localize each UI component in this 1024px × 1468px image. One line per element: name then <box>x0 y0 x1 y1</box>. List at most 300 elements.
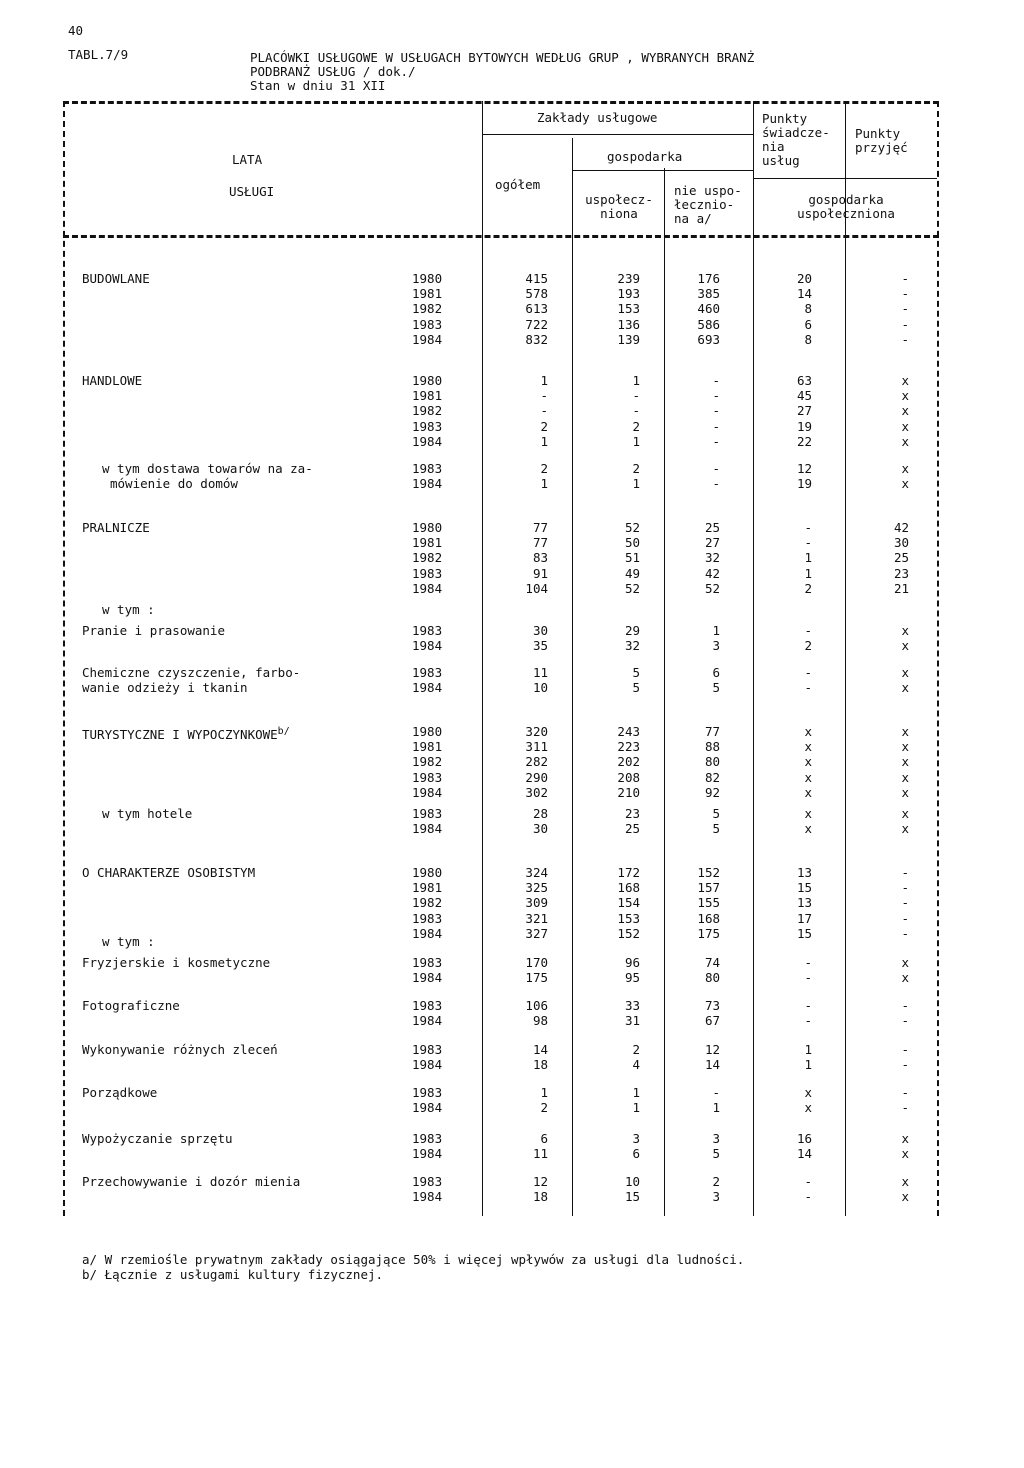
header-punkty-przyjec <box>855 127 908 155</box>
nieuspol-cell: - <box>712 1085 720 1100</box>
year-cell: 1983 <box>412 565 443 581</box>
ogolem-cell: 28 <box>532 806 548 821</box>
year-cell: 1984 <box>412 1057 443 1073</box>
year-cell: 1984 <box>412 331 443 347</box>
ogolem-cell: 77 <box>532 520 548 535</box>
uspol-cell: 31 <box>624 1013 640 1029</box>
year-cell: 1983 <box>412 665 443 680</box>
uspol-cell: 25 <box>624 821 640 837</box>
ogolem-cell: 18 <box>532 1057 548 1073</box>
year-cell: 1982 <box>412 301 443 317</box>
header-przyjec-line1: Punkty <box>855 126 901 141</box>
przyjec-cell: - <box>901 331 909 347</box>
punkty-cell: 2 <box>804 638 812 654</box>
header-punkty-swiadczenia <box>762 112 830 168</box>
header-gosp-uspol-line2: uspołeczniona <box>797 206 895 221</box>
punkty-cell: 6 <box>804 316 812 332</box>
ogolem-cell: 1 <box>540 476 548 492</box>
section-label-footnote-mark: b/ <box>277 726 290 737</box>
ogolem-cell: 104 <box>525 580 548 596</box>
przyjec-cell: - <box>901 1057 909 1073</box>
nieuspol-cell: 14 <box>704 1057 720 1073</box>
nieuspol-cell: 157 <box>697 880 720 896</box>
ogolem-cell: 1 <box>540 433 548 449</box>
uspol-cell: 2 <box>632 1042 640 1057</box>
year-cell: 1982 <box>412 754 443 770</box>
punkty-cell: - <box>804 665 812 680</box>
punkty-cell: - <box>804 1013 812 1029</box>
table-label: TABL.7/9 <box>68 47 129 62</box>
table-title-line1: PLACÓWKI USŁUGOWE W USŁUGACH BYTOWYCH WEDŁUG GRUP , WYBRANYCH BRANŻ <box>250 50 755 65</box>
ogolem-cell: 832 <box>525 331 548 347</box>
nieuspol-cell: 176 <box>697 271 720 286</box>
punkty-cell: - <box>804 680 812 696</box>
ogolem-cell: 30 <box>532 821 548 837</box>
section-label: Pranie i prasowanie <box>82 623 225 638</box>
nieuspol-cell: 42 <box>704 565 720 581</box>
nieuspol-cell: 67 <box>704 1013 720 1029</box>
przyjec-cell: - <box>901 286 909 302</box>
punkty-cell: x <box>804 724 812 739</box>
przyjec-cell: 23 <box>893 565 909 581</box>
punkty-cell: 1 <box>804 1042 812 1057</box>
punkty-cell: 27 <box>796 403 812 419</box>
header-ogolem: ogółem <box>495 177 541 192</box>
przyjec-cell: x <box>901 433 909 449</box>
header-gospodarka: gospodarka <box>607 149 683 164</box>
uspol-cell: 1 <box>632 433 640 449</box>
ogolem-cell: 18 <box>532 1189 548 1205</box>
uspol-cell: 223 <box>617 739 640 755</box>
nieuspol-cell: 385 <box>697 286 720 302</box>
year-cell: 1983 <box>412 769 443 785</box>
table-top-border <box>63 101 939 104</box>
year-cell: 1984 <box>412 970 443 986</box>
punkty-cell: 20 <box>796 271 812 286</box>
section-label: Przechowywanie i dozór mienia <box>82 1174 301 1189</box>
ogolem-cell: 12 <box>532 1174 548 1189</box>
year-cell: 1981 <box>412 739 443 755</box>
ogolem-cell: 6 <box>540 1131 548 1146</box>
uspol-cell: 95 <box>624 970 640 986</box>
year-cell: 1982 <box>412 403 443 419</box>
punkty-cell: 2 <box>804 580 812 596</box>
table-left-border <box>63 101 65 1216</box>
ogolem-cell: 11 <box>532 665 548 680</box>
przyjec-cell: x <box>901 739 909 755</box>
uspol-cell: 49 <box>624 565 640 581</box>
ogolem-cell: 2 <box>540 1100 548 1116</box>
uspol-cell: 168 <box>617 880 640 896</box>
uspol-cell: 52 <box>624 520 640 535</box>
nieuspol-cell: 73 <box>704 998 720 1013</box>
year-cell: 1980 <box>412 865 443 880</box>
year-cell: 1983 <box>412 806 443 821</box>
nieuspol-cell: 80 <box>704 970 720 986</box>
section-label: Fryzjerskie i kosmetyczne <box>82 955 271 970</box>
year-cell: 1984 <box>412 1013 443 1029</box>
punkty-cell: 1 <box>804 1057 812 1073</box>
year-cell: 1984 <box>412 433 443 449</box>
ogolem-cell: 1 <box>540 373 548 388</box>
przyjec-cell: x <box>901 1131 909 1146</box>
uspol-cell: 5 <box>632 665 640 680</box>
ogolem-cell: 321 <box>525 910 548 926</box>
uspol-cell: 2 <box>632 418 640 434</box>
uspol-cell: - <box>632 388 640 404</box>
nieuspol-cell: 152 <box>697 865 720 880</box>
header-line-zaklady <box>482 134 753 135</box>
przyjec-cell: - <box>901 880 909 896</box>
nieuspol-cell: 52 <box>704 580 720 596</box>
punkty-cell: 8 <box>804 301 812 317</box>
nieuspol-cell: 168 <box>697 910 720 926</box>
nieuspol-cell: 12 <box>704 1042 720 1057</box>
przyjec-cell: x <box>901 418 909 434</box>
nieuspol-cell: 693 <box>697 331 720 347</box>
ogolem-cell: 10 <box>532 680 548 696</box>
footnote-b: b/ Łącznie z usługami kultury fizycznej. <box>82 1267 384 1282</box>
year-cell: 1982 <box>412 895 443 911</box>
uspol-cell: 210 <box>617 784 640 800</box>
section-label: Wypożyczanie sprzętu <box>82 1131 233 1146</box>
header-uslugi: USŁUGI <box>229 184 275 199</box>
section-label: Porządkowe <box>82 1085 158 1100</box>
nieuspol-cell: - <box>712 476 720 492</box>
ogolem-cell: - <box>540 388 548 404</box>
przyjec-cell: x <box>901 403 909 419</box>
przyjec-cell: - <box>901 1013 909 1029</box>
uspol-cell: - <box>632 403 640 419</box>
przyjec-cell: - <box>901 925 909 941</box>
ogolem-cell: 91 <box>532 565 548 581</box>
col-divider-uspol <box>572 138 573 1216</box>
przyjec-cell: x <box>901 476 909 492</box>
header-line-gospodarka <box>572 170 753 171</box>
col-divider-przyjec <box>845 101 846 1216</box>
nieuspol-cell: 6 <box>712 665 720 680</box>
section-label-cont: wanie odzieży i tkanin <box>82 680 248 696</box>
przyjec-cell: x <box>901 754 909 770</box>
ogolem-cell: 11 <box>532 1146 548 1162</box>
ogolem-cell: 170 <box>525 955 548 970</box>
nieuspol-cell: - <box>712 461 720 476</box>
uspol-cell: 154 <box>617 895 640 911</box>
year-cell: 1983 <box>412 461 443 476</box>
nieuspol-cell: 3 <box>712 638 720 654</box>
przyjec-cell: x <box>901 373 909 388</box>
nieuspol-cell: 3 <box>712 1131 720 1146</box>
przyjec-cell: x <box>901 955 909 970</box>
section-label: PRALNICZE <box>82 520 150 535</box>
section-label: w tym dostawa towarów na za- <box>102 461 313 476</box>
punkty-cell: x <box>804 769 812 785</box>
year-cell: 1984 <box>412 784 443 800</box>
header-nieuspol <box>674 184 742 226</box>
przyjec-cell: x <box>901 388 909 404</box>
year-cell: 1983 <box>412 998 443 1013</box>
header-gosp-uspol-line1: gospodarka <box>808 192 884 207</box>
header-punkty-line2: świadcze- <box>762 125 830 140</box>
ogolem-cell: 2 <box>540 418 548 434</box>
uspol-cell: 136 <box>617 316 640 332</box>
year-cell: 1984 <box>412 821 443 837</box>
ogolem-cell: 613 <box>525 301 548 317</box>
year-cell: 1983 <box>412 955 443 970</box>
punkty-cell: x <box>804 739 812 755</box>
uspol-cell: 139 <box>617 331 640 347</box>
table-title-line2: PODBRANŻ USŁUG / dok./ <box>250 64 416 79</box>
footnote-a: a/ W rzemiośle prywatnym zakłady osiągające 50% i więcej wpływów za usługi dla ludności. <box>82 1252 745 1267</box>
przyjec-cell: x <box>901 1174 909 1189</box>
ogolem-cell: 106 <box>525 998 548 1013</box>
punkty-cell: - <box>804 1189 812 1205</box>
year-cell: 1981 <box>412 880 443 896</box>
header-uspol-line2: niona <box>600 206 638 221</box>
year-cell: 1980 <box>412 724 443 739</box>
punkty-cell: - <box>804 955 812 970</box>
header-gosp-uspol <box>755 193 937 221</box>
punkty-cell: 15 <box>796 880 812 896</box>
uspol-cell: 5 <box>632 680 640 696</box>
uspol-cell: 51 <box>624 550 640 566</box>
section-label: Chemiczne czyszczenie, farbo- <box>82 665 301 680</box>
przyjec-cell: x <box>901 769 909 785</box>
year-cell: 1981 <box>412 535 443 551</box>
ogolem-cell: 1 <box>540 1085 548 1100</box>
year-cell: 1981 <box>412 388 443 404</box>
ogolem-cell: 83 <box>532 550 548 566</box>
ogolem-cell: 175 <box>525 970 548 986</box>
osobisty-wtym-label: w tym : <box>102 934 155 949</box>
nieuspol-cell: 155 <box>697 895 720 911</box>
punkty-cell: - <box>804 970 812 986</box>
year-cell: 1984 <box>412 1189 443 1205</box>
ogolem-cell: 290 <box>525 769 548 785</box>
section-label: Wykonywanie różnych zleceń <box>82 1042 278 1057</box>
uspol-cell: 23 <box>624 806 640 821</box>
przyjec-cell: - <box>901 316 909 332</box>
przyjec-cell: x <box>901 970 909 986</box>
nieuspol-cell: - <box>712 403 720 419</box>
header-zaklady: Zakłady usługowe <box>537 110 658 125</box>
page-number: 40 <box>68 23 84 38</box>
ogolem-cell: 35 <box>532 638 548 654</box>
punkty-cell: 63 <box>796 373 812 388</box>
header-line-punkty <box>753 178 937 179</box>
nieuspol-cell: 5 <box>712 680 720 696</box>
year-cell: 1983 <box>412 1042 443 1057</box>
nieuspol-cell: 5 <box>712 1146 720 1162</box>
przyjec-cell: - <box>901 998 909 1013</box>
punkty-cell: 1 <box>804 550 812 566</box>
ogolem-cell: 311 <box>525 739 548 755</box>
uspol-cell: 96 <box>624 955 640 970</box>
year-cell: 1984 <box>412 925 443 941</box>
punkty-cell: - <box>804 520 812 535</box>
uspol-cell: 1 <box>632 1085 640 1100</box>
nieuspol-cell: 27 <box>704 535 720 551</box>
uspol-cell: 1 <box>632 476 640 492</box>
punkty-cell: 19 <box>796 418 812 434</box>
przyjec-cell: x <box>901 784 909 800</box>
year-cell: 1984 <box>412 476 443 492</box>
year-cell: 1984 <box>412 1100 443 1116</box>
przyjec-cell: x <box>901 638 909 654</box>
section-label: w tym : <box>102 602 155 617</box>
uspol-cell: 15 <box>624 1189 640 1205</box>
uspol-cell: 1 <box>632 373 640 388</box>
nieuspol-cell: 92 <box>704 784 720 800</box>
year-cell: 1980 <box>412 271 443 286</box>
przyjec-cell: x <box>901 1189 909 1205</box>
ogolem-cell: 722 <box>525 316 548 332</box>
punkty-cell: 1 <box>804 565 812 581</box>
nieuspol-cell: 77 <box>704 724 720 739</box>
przyjec-cell: - <box>901 301 909 317</box>
przyjec-cell: - <box>901 1042 909 1057</box>
nieuspol-cell: 80 <box>704 754 720 770</box>
nieuspol-cell: 3 <box>712 1189 720 1205</box>
year-cell: 1983 <box>412 910 443 926</box>
header-bottom-border <box>63 235 939 238</box>
punkty-cell: 13 <box>796 895 812 911</box>
nieuspol-cell: 5 <box>712 821 720 837</box>
header-punkty-line1: Punkty <box>762 111 808 126</box>
uspol-cell: 4 <box>632 1057 640 1073</box>
ogolem-cell: 415 <box>525 271 548 286</box>
punkty-cell: 12 <box>796 461 812 476</box>
przyjec-cell: - <box>901 865 909 880</box>
nieuspol-cell: 2 <box>712 1174 720 1189</box>
year-cell: 1984 <box>412 680 443 696</box>
year-cell: 1983 <box>412 1131 443 1146</box>
przyjec-cell: x <box>901 1146 909 1162</box>
uspol-cell: 1 <box>632 1100 640 1116</box>
uspol-cell: 202 <box>617 754 640 770</box>
przyjec-cell: x <box>901 806 909 821</box>
uspol-cell: 3 <box>632 1131 640 1146</box>
punkty-cell: - <box>804 623 812 638</box>
punkty-cell: x <box>804 806 812 821</box>
przyjec-cell: x <box>901 665 909 680</box>
section-label: w tym hotele <box>102 806 193 821</box>
nieuspol-cell: 74 <box>704 955 720 970</box>
ogolem-cell: 320 <box>525 724 548 739</box>
header-uspol-line1: uspołecz- <box>585 192 653 207</box>
uspol-cell: 29 <box>624 623 640 638</box>
ogolem-cell: 327 <box>525 925 548 941</box>
przyjec-cell: 25 <box>893 550 909 566</box>
col-divider-ogolem <box>482 101 483 1216</box>
nieuspol-cell: 25 <box>704 520 720 535</box>
section-label-cont: mówienie do domów <box>110 476 238 492</box>
nieuspol-cell: 175 <box>697 925 720 941</box>
nieuspol-cell: 1 <box>712 623 720 638</box>
punkty-cell: x <box>804 1085 812 1100</box>
punkty-cell: 8 <box>804 331 812 347</box>
uspol-cell: 32 <box>624 638 640 654</box>
ogolem-cell: 282 <box>525 754 548 770</box>
uspol-cell: 33 <box>624 998 640 1013</box>
uspol-cell: 152 <box>617 925 640 941</box>
ogolem-cell: 302 <box>525 784 548 800</box>
przyjec-cell: x <box>901 680 909 696</box>
table-title-line3: Stan w dniu 31 XII <box>250 78 386 93</box>
punkty-cell: x <box>804 784 812 800</box>
header-uspol <box>574 193 664 221</box>
uspol-cell: 243 <box>617 724 640 739</box>
year-cell: 1980 <box>412 520 443 535</box>
header-lata: LATA <box>232 152 263 167</box>
section-label: O CHARAKTERZE OSOBISTYM <box>82 865 256 880</box>
year-cell: 1983 <box>412 316 443 332</box>
ogolem-cell: 77 <box>532 535 548 551</box>
przyjec-cell: x <box>901 623 909 638</box>
przyjec-cell: - <box>901 895 909 911</box>
uspol-cell: 153 <box>617 301 640 317</box>
section-label: BUDOWLANE <box>82 271 150 286</box>
section-label: HANDLOWE <box>82 373 143 388</box>
uspol-cell: 52 <box>624 580 640 596</box>
header-nieuspol-line1: nie uspo- <box>674 183 742 198</box>
ogolem-cell: 30 <box>532 623 548 638</box>
year-cell: 1983 <box>412 623 443 638</box>
year-cell: 1984 <box>412 638 443 654</box>
header-nieuspol-line2: łecznio- <box>674 197 735 212</box>
ogolem-cell: 578 <box>525 286 548 302</box>
ogolem-cell: 325 <box>525 880 548 896</box>
nieuspol-cell: 1 <box>712 1100 720 1116</box>
nieuspol-cell: - <box>712 418 720 434</box>
nieuspol-cell: - <box>712 433 720 449</box>
ogolem-cell: - <box>540 403 548 419</box>
punkty-cell: x <box>804 754 812 770</box>
year-cell: 1984 <box>412 1146 443 1162</box>
uspol-cell: 239 <box>617 271 640 286</box>
punkty-cell: x <box>804 1100 812 1116</box>
year-cell: 1980 <box>412 373 443 388</box>
header-punkty-line4: usług <box>762 153 800 168</box>
ogolem-cell: 309 <box>525 895 548 911</box>
przyjec-cell: x <box>901 724 909 739</box>
ogolem-cell: 14 <box>532 1042 548 1057</box>
uspol-cell: 2 <box>632 461 640 476</box>
nieuspol-cell: 82 <box>704 769 720 785</box>
header-przyjec-line2: przyjęć <box>855 140 908 155</box>
header-punkty-line3: nia <box>762 139 785 154</box>
nieuspol-cell: 5 <box>712 806 720 821</box>
year-cell: 1983 <box>412 1085 443 1100</box>
year-cell: 1981 <box>412 286 443 302</box>
uspol-cell: 10 <box>624 1174 640 1189</box>
punkty-cell: - <box>804 998 812 1013</box>
nieuspol-cell: - <box>712 388 720 404</box>
nieuspol-cell: - <box>712 373 720 388</box>
przyjec-cell: 30 <box>893 535 909 551</box>
year-cell: 1983 <box>412 418 443 434</box>
punkty-cell: 13 <box>796 865 812 880</box>
ogolem-cell: 98 <box>532 1013 548 1029</box>
przyjec-cell: 21 <box>893 580 909 596</box>
uspol-cell: 208 <box>617 769 640 785</box>
punkty-cell: 17 <box>796 910 812 926</box>
uspol-cell: 172 <box>617 865 640 880</box>
przyjec-cell: - <box>901 1085 909 1100</box>
punkty-cell: 22 <box>796 433 812 449</box>
przyjec-cell: - <box>901 1100 909 1116</box>
nieuspol-cell: 586 <box>697 316 720 332</box>
